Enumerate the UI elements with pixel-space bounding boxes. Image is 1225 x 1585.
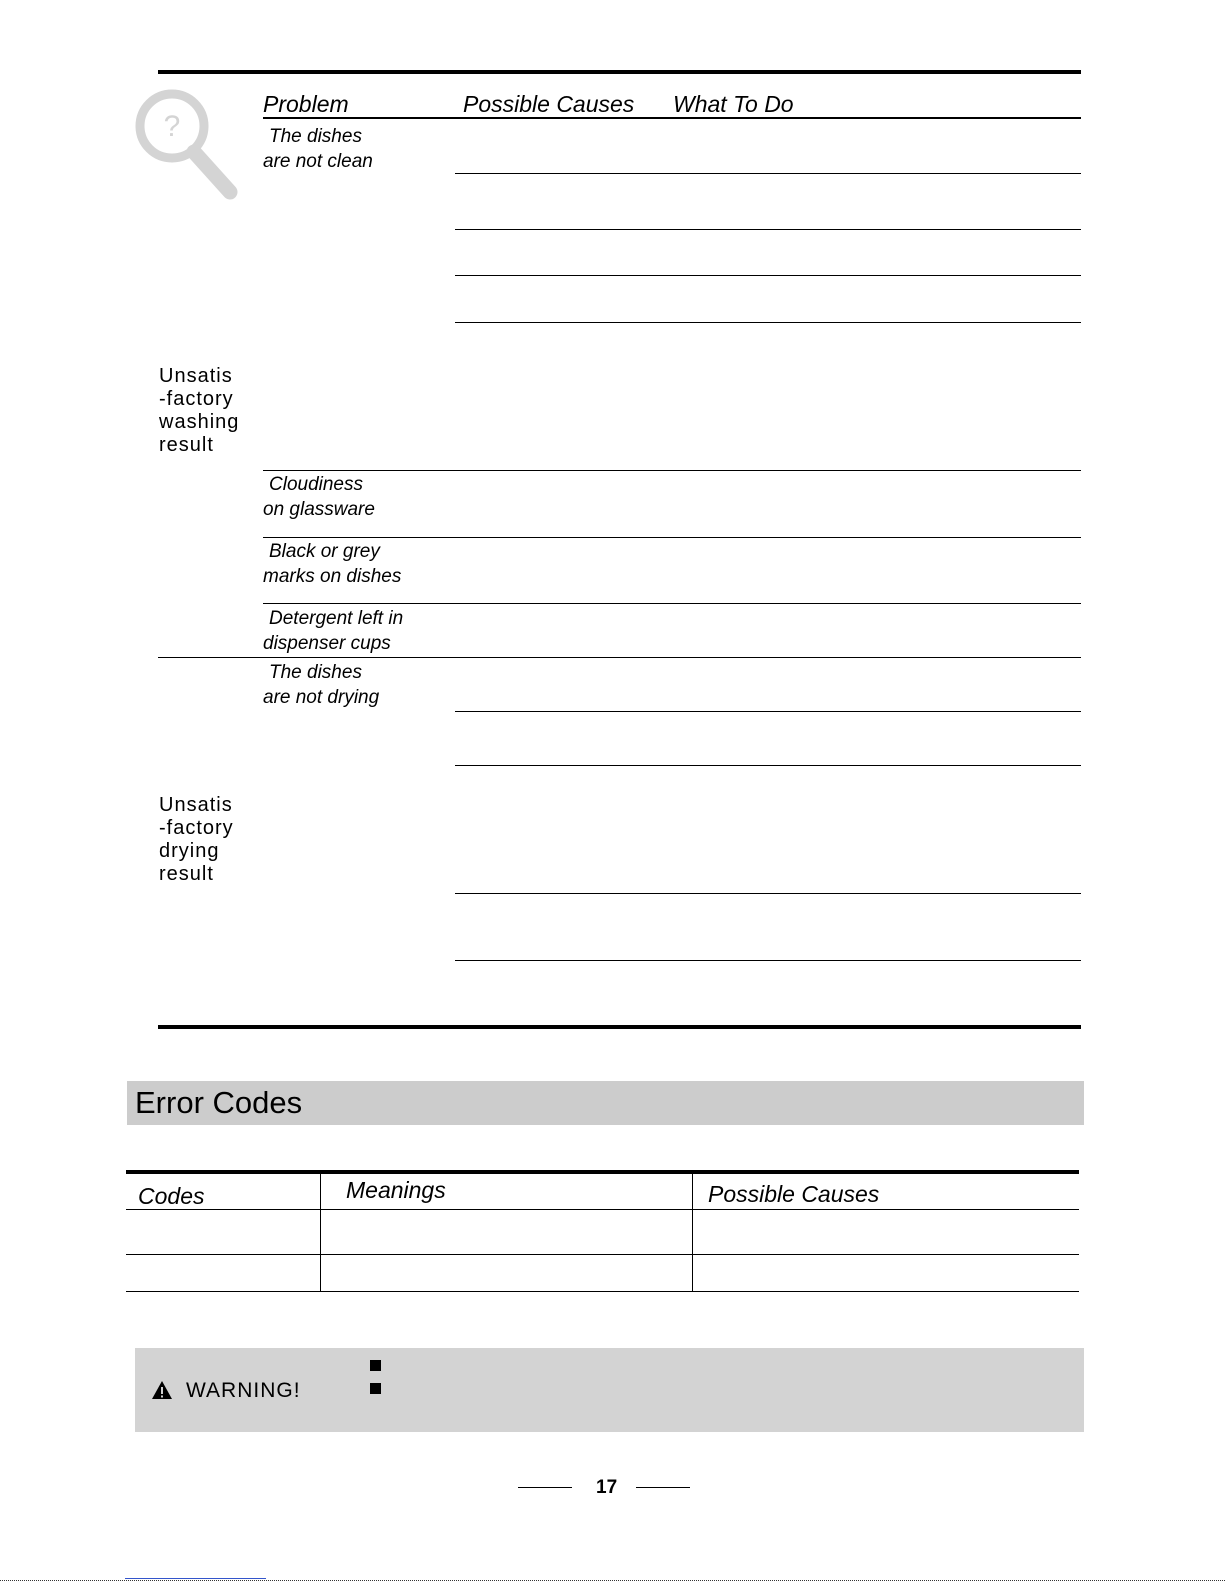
- row-divider: [455, 960, 1081, 961]
- header-possible-causes: Possible Causes: [463, 91, 635, 117]
- error-codes-title: Error Codes: [135, 1085, 303, 1120]
- error-table-row-rule: [126, 1254, 1079, 1255]
- table-bottom-rule: [158, 1025, 1081, 1029]
- row-divider: [263, 537, 1081, 538]
- row-divider: [455, 765, 1081, 766]
- row-divider: [455, 711, 1081, 712]
- footer-rule-left: [518, 1487, 572, 1488]
- category-washing-result: Unsatis -factory washing result: [159, 365, 240, 456]
- footer-rule-right: [636, 1487, 690, 1488]
- page-bottom-border: [0, 1580, 1225, 1581]
- error-table-top-rule: [126, 1170, 1079, 1174]
- svg-text:?: ?: [163, 110, 181, 143]
- error-table-row-rule: [126, 1209, 1079, 1210]
- problem-black-marks: Black or grey marks on dishes: [263, 541, 402, 587]
- problem-cloudiness: Cloudiness on glassware: [263, 474, 375, 520]
- warning-bullet: [370, 1383, 381, 1394]
- header-what-to-do: What To Do: [673, 91, 794, 117]
- error-table-row-rule: [126, 1291, 1079, 1292]
- section-divider: [158, 657, 1081, 658]
- header-rule: [263, 117, 1081, 119]
- error-table-column-rule: [692, 1174, 693, 1292]
- header-possible-causes: Possible Causes: [708, 1181, 880, 1207]
- error-table-column-rule: [320, 1174, 321, 1292]
- problem-not-drying: The dishes are not drying: [263, 662, 380, 708]
- row-divider: [455, 229, 1081, 230]
- page-bottom-link-stub: [125, 1578, 266, 1579]
- row-divider: [455, 322, 1081, 323]
- problem-detergent-left: Detergent left in dispenser cups: [263, 608, 404, 654]
- header-codes: Codes: [138, 1183, 205, 1209]
- magnifier-question-icon: [132, 86, 244, 204]
- warning-triangle-icon: [151, 1380, 173, 1400]
- row-divider: [263, 470, 1081, 471]
- row-divider: [455, 173, 1081, 174]
- warning-label: WARNING!: [186, 1379, 301, 1402]
- header-meanings: Meanings: [346, 1177, 446, 1203]
- error-codes-title-band: [127, 1081, 1084, 1125]
- category-drying-result: Unsatis -factory drying result: [159, 794, 234, 885]
- header-problem: Problem: [263, 91, 349, 117]
- row-divider: [263, 603, 1081, 604]
- table-top-rule: [158, 70, 1081, 74]
- row-divider: [455, 275, 1081, 276]
- warning-band: [135, 1348, 1084, 1432]
- page-number: 17: [596, 1477, 618, 1498]
- problem-not-clean: The dishes are not clean: [263, 126, 373, 172]
- warning-bullet: [370, 1360, 381, 1371]
- row-divider: [455, 893, 1081, 894]
